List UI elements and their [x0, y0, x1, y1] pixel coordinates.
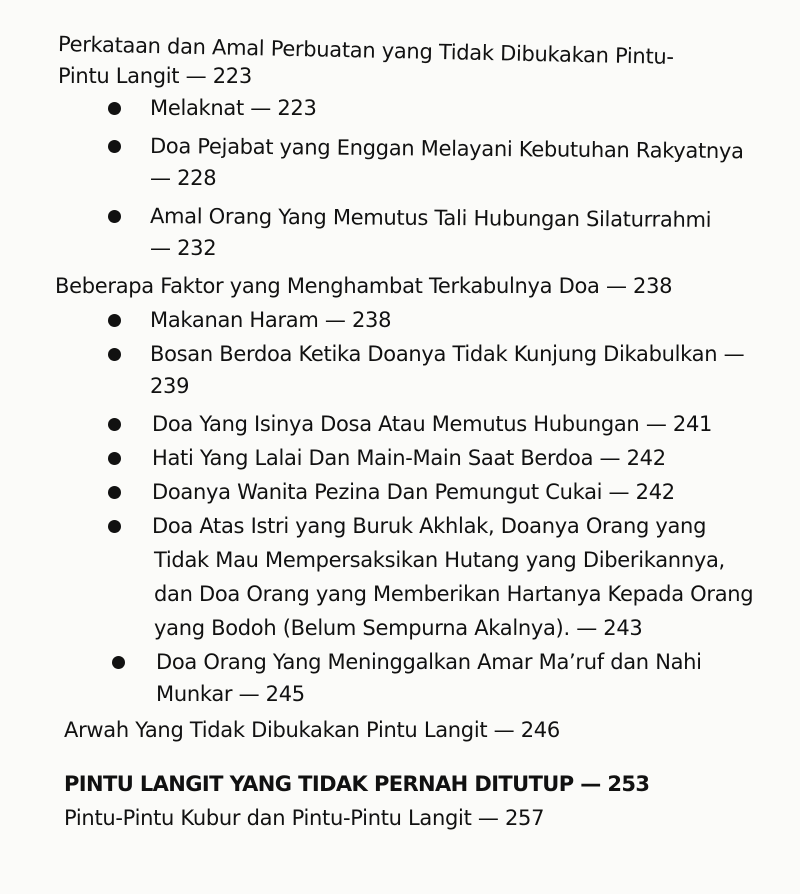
- bullet-icon: [112, 656, 125, 669]
- toc-entry: Doa Yang Isinya Dosa Atau Memutus Hubungan — 241: [152, 412, 713, 436]
- toc-entry: Doa Orang Yang Meninggalkan Amar Ma’ruf dan Nahi: [156, 650, 702, 674]
- toc-entry: Doa Atas Istri yang Buruk Akhlak, Doanya Orang yang: [152, 514, 707, 538]
- bullet-icon: [108, 418, 121, 431]
- toc-entry-continuation: Munkar — 245: [156, 682, 305, 706]
- bullet-icon: [108, 314, 121, 327]
- toc-entry: Melaknat — 223: [150, 96, 317, 120]
- toc-entry-continuation: 239: [150, 374, 190, 398]
- chapter-title: PINTU LANGIT YANG TIDAK PERNAH DITUTUP — 253: [64, 772, 650, 796]
- bullet-icon: [108, 452, 121, 465]
- toc-entry: Doanya Wanita Pezina Dan Pemungut Cukai — 242: [152, 480, 675, 504]
- toc-heading-1-line-1: Perkataan dan Amal Perbuatan yang Tidak Dibukakan Pintu-: [57, 32, 674, 69]
- bullet-icon: [108, 140, 121, 153]
- bullet-icon: [108, 210, 121, 223]
- toc-entry: Makanan Haram — 238: [150, 308, 392, 332]
- toc-entry: Doa Pejabat yang Enggan Melayani Kebutuhan Rakyatnya: [149, 134, 744, 164]
- toc-entry: Bosan Berdoa Ketika Doanya Tidak Kunjung Dikabulkan —: [150, 342, 745, 366]
- toc-entry-continuation: — 228: [150, 166, 217, 190]
- toc-heading-1-line-2: Pintu Langit — 223: [58, 64, 252, 88]
- toc-entry-continuation: dan Doa Orang yang Memberikan Hartanya Kepada Orang: [154, 582, 754, 606]
- bullet-icon: [108, 520, 121, 533]
- bullet-icon: [108, 102, 121, 115]
- bullet-icon: [108, 348, 121, 361]
- toc-entry-continuation: Tidak Mau Mempersaksikan Hutang yang Diberikannya,: [154, 548, 725, 572]
- toc-entry-continuation: yang Bodoh (Belum Sempurna Akalnya). — 243: [154, 616, 643, 640]
- bullet-icon: [108, 486, 121, 499]
- toc-entry-continuation: — 232: [150, 236, 217, 260]
- toc-heading-3: Arwah Yang Tidak Dibukakan Pintu Langit — 246: [64, 718, 560, 742]
- toc-heading-2: Beberapa Faktor yang Menghambat Terkabulnya Doa — 238: [55, 274, 673, 298]
- toc-entry: Hati Yang Lalai Dan Main-Main Saat Berdoa — 242: [152, 446, 666, 470]
- toc-entry: Amal Orang Yang Memutus Tali Hubungan Silaturrahmi: [149, 204, 712, 232]
- toc-heading-4: Pintu-Pintu Kubur dan Pintu-Pintu Langit — 257: [64, 806, 545, 830]
